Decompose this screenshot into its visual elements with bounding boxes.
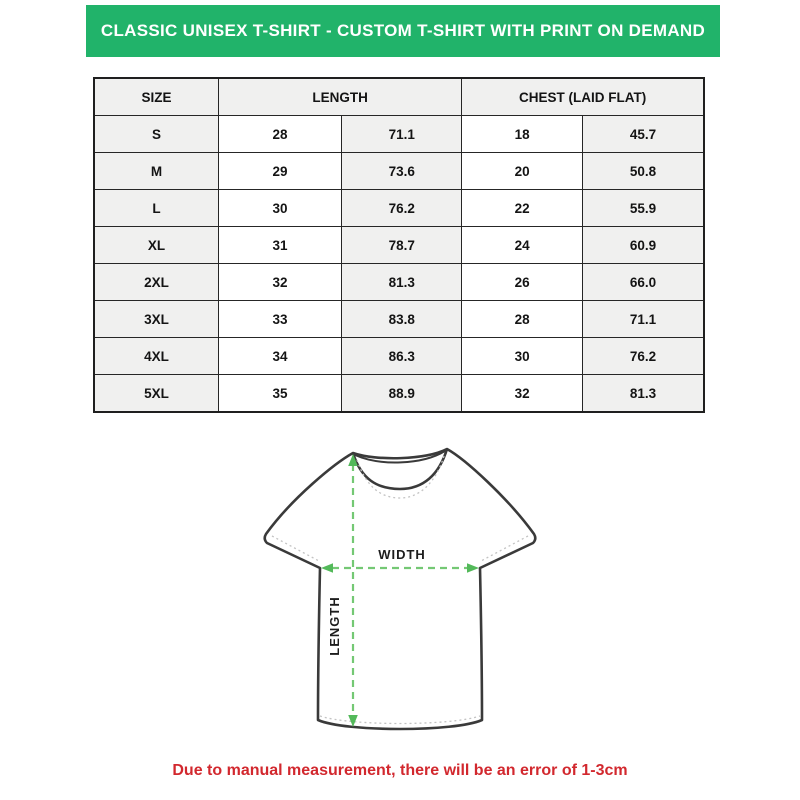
length-in-cell: 31: [218, 227, 341, 264]
table-row: [94, 375, 704, 413]
chest-in-cell: 28: [462, 301, 583, 338]
length-in-cell: 30: [218, 190, 341, 227]
size-cell: L: [94, 190, 218, 227]
col-header-chest: CHEST (LAID FLAT): [462, 78, 704, 116]
measurement-disclaimer: Due to manual measurement, there will be an error of 1-3cm: [172, 762, 628, 779]
length-cm-cell: 88.9: [342, 375, 462, 413]
size-cell: 4XL: [94, 338, 218, 375]
col-header-length: LENGTH: [218, 78, 461, 116]
chest-cm-cell: 71.1: [583, 301, 704, 338]
chest-cm-cell: 76.2: [583, 338, 704, 375]
size-cell: M: [94, 153, 218, 190]
length-in-cell: 34: [218, 338, 341, 375]
size-cell: 3XL: [94, 301, 218, 338]
chest-in-cell: 18: [462, 116, 583, 153]
tshirt-outline-icon: [265, 449, 536, 729]
size-cell: 2XL: [94, 264, 218, 301]
length-cm-cell: 86.3: [342, 338, 462, 375]
chest-cm-cell: 45.7: [583, 116, 704, 153]
chest-in-cell: 32: [462, 375, 583, 413]
table-row: [94, 338, 704, 375]
length-in-cell: 32: [218, 264, 341, 301]
table-row: [94, 227, 704, 264]
size-cell: 5XL: [94, 375, 218, 413]
table-row: [94, 153, 704, 190]
chest-cm-cell: 50.8: [583, 153, 704, 190]
chest-in-cell: 24: [462, 227, 583, 264]
size-cell: XL: [94, 227, 218, 264]
table-row: [94, 116, 704, 153]
tshirt-measurement-diagram: [240, 430, 560, 750]
size-cell: S: [94, 116, 218, 153]
title-banner: [86, 5, 720, 57]
length-cm-cell: 83.8: [342, 301, 462, 338]
page-title: CLASSIC UNISEX T-SHIRT - CUSTOM T-SHIRT WITH PRINT ON DEMAND: [100, 21, 706, 40]
width-label: WIDTH: [378, 547, 426, 562]
length-label: LENGTH: [327, 596, 342, 656]
length-in-cell: 33: [218, 301, 341, 338]
chest-cm-cell: 60.9: [583, 227, 704, 264]
length-in-cell: 35: [218, 375, 341, 413]
table-row: [94, 301, 704, 338]
chest-cm-cell: 81.3: [583, 375, 704, 413]
length-cm-cell: 81.3: [342, 264, 462, 301]
col-header-size: SIZE: [94, 78, 218, 116]
length-in-cell: 28: [218, 116, 341, 153]
table-row: [94, 264, 704, 301]
length-cm-cell: 78.7: [342, 227, 462, 264]
length-in-cell: 29: [218, 153, 341, 190]
table-header-row: [94, 78, 704, 116]
chest-in-cell: 26: [462, 264, 583, 301]
chest-cm-cell: 55.9: [583, 190, 704, 227]
length-cm-cell: 73.6: [342, 153, 462, 190]
table-row: [94, 190, 704, 227]
length-cm-cell: 76.2: [342, 190, 462, 227]
chest-in-cell: 22: [462, 190, 583, 227]
length-cm-cell: 71.1: [342, 116, 462, 153]
chest-cm-cell: 66.0: [583, 264, 704, 301]
chest-in-cell: 20: [462, 153, 583, 190]
chest-in-cell: 30: [462, 338, 583, 375]
size-table: [93, 77, 705, 413]
